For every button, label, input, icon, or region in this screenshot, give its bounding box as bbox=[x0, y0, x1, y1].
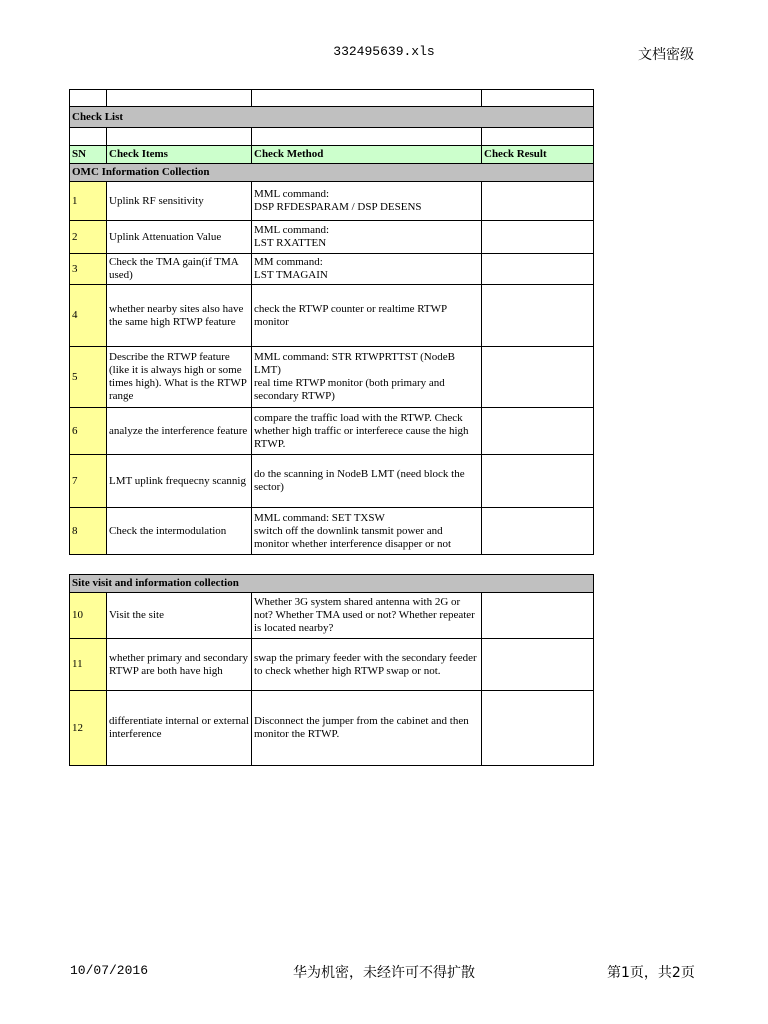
table-row bbox=[70, 254, 594, 285]
table-row bbox=[70, 182, 594, 221]
row-sn: 10 bbox=[70, 593, 107, 639]
row-check-method: MML command: LST RXATTEN bbox=[252, 221, 482, 254]
table-row bbox=[70, 347, 594, 408]
file-name: 332495639.xls bbox=[333, 44, 435, 59]
row-check-method: Whether 3G system shared antenna with 2G or not? Whether TMA used or not? Whether repeater is located nearby? bbox=[252, 593, 482, 639]
row-check-item: differentiate internal or external interference bbox=[107, 691, 252, 766]
row-sn: 2 bbox=[70, 221, 107, 254]
table-row bbox=[70, 639, 594, 691]
section-row bbox=[70, 575, 594, 593]
row-check-result[interactable] bbox=[482, 408, 594, 455]
row-sn: 12 bbox=[70, 691, 107, 766]
row-check-item: Uplink RF sensitivity bbox=[107, 182, 252, 221]
row-check-item: Check the intermodulation bbox=[107, 508, 252, 555]
row-check-result[interactable] bbox=[482, 508, 594, 555]
table-row bbox=[70, 221, 594, 254]
row-check-item: LMT uplink frequecny scannig bbox=[107, 455, 252, 508]
checklist-table bbox=[69, 89, 594, 555]
section-site-visit: Site visit and information collection bbox=[70, 575, 594, 593]
title-row bbox=[70, 107, 594, 128]
row-sn: 3 bbox=[70, 254, 107, 285]
blank-row bbox=[70, 128, 594, 146]
row-check-method: Disconnect the jumper from the cabinet and then monitor the RTWP. bbox=[252, 691, 482, 766]
footer-page-number: 第1页，共2页 bbox=[607, 965, 695, 981]
col-header-check-result: Check Result bbox=[482, 146, 594, 164]
row-sn: 4 bbox=[70, 285, 107, 347]
row-check-result[interactable] bbox=[482, 455, 594, 508]
column-header-row bbox=[70, 146, 594, 164]
row-check-method: check the RTWP counter or realtime RTWP monitor bbox=[252, 285, 482, 347]
footer-date: 10/07/2016 bbox=[70, 963, 149, 978]
row-check-result[interactable] bbox=[482, 182, 594, 221]
row-check-item: Uplink Attenuation Value bbox=[107, 221, 252, 254]
section-omc-info: OMC Information Collection bbox=[70, 164, 594, 182]
row-check-method: do the scanning in NodeB LMT (need block the sector) bbox=[252, 455, 482, 508]
table-row bbox=[70, 508, 594, 555]
row-check-result[interactable] bbox=[482, 691, 594, 766]
row-check-result[interactable] bbox=[482, 593, 594, 639]
row-sn: 5 bbox=[70, 347, 107, 408]
row-check-method: MML command: SET TXSW switch off the downlink tansmit power and monitor whether interference disapper or not bbox=[252, 508, 482, 555]
row-check-item: Visit the site bbox=[107, 593, 252, 639]
row-check-method: MM command: LST TMAGAIN bbox=[252, 254, 482, 285]
row-sn: 6 bbox=[70, 408, 107, 455]
col-header-sn: SN bbox=[70, 146, 107, 164]
row-check-method: compare the traffic load with the RTWP. Check whether high traffic or interferece cause the high RTWP. bbox=[252, 408, 482, 455]
row-check-method: swap the primary feeder with the secondary feeder to check whether high RTWP swap or not. bbox=[252, 639, 482, 691]
row-sn: 7 bbox=[70, 455, 107, 508]
classification-label: 文档密级 bbox=[638, 47, 694, 63]
blank-row bbox=[70, 90, 594, 107]
row-check-result[interactable] bbox=[482, 221, 594, 254]
row-check-result[interactable] bbox=[482, 254, 594, 285]
row-check-method: MML command: STR RTWPRTTST (NodeB LMT) real time RTWP monitor (both primary and secondary RTWP) bbox=[252, 347, 482, 408]
section-row bbox=[70, 164, 594, 182]
table-row bbox=[70, 408, 594, 455]
table-row bbox=[70, 593, 594, 639]
row-check-item: Describe the RTWP feature (like it is always high or some times high). What is the RTWP range bbox=[107, 347, 252, 408]
col-header-check-items: Check Items bbox=[107, 146, 252, 164]
footer-confidential: 华为机密，未经许可不得扩散 bbox=[293, 965, 475, 981]
row-check-item: whether primary and secondary RTWP are both have high bbox=[107, 639, 252, 691]
row-check-result[interactable] bbox=[482, 347, 594, 408]
row-sn: 8 bbox=[70, 508, 107, 555]
table-row bbox=[70, 285, 594, 347]
row-check-result[interactable] bbox=[482, 639, 594, 691]
row-check-item: Check the TMA gain(if TMA used) bbox=[107, 254, 252, 285]
table-row bbox=[70, 691, 594, 766]
col-header-check-method: Check Method bbox=[252, 146, 482, 164]
row-check-item: analyze the interference feature bbox=[107, 408, 252, 455]
row-sn: 1 bbox=[70, 182, 107, 221]
row-check-method: MML command: DSP RFDESPARAM / DSP DESENS bbox=[252, 182, 482, 221]
row-check-result[interactable] bbox=[482, 285, 594, 347]
row-sn: 11 bbox=[70, 639, 107, 691]
site-visit-table bbox=[69, 574, 594, 766]
table-row bbox=[70, 455, 594, 508]
checklist-title: Check List bbox=[70, 107, 594, 128]
row-check-item: whether nearby sites also have the same high RTWP feature bbox=[107, 285, 252, 347]
